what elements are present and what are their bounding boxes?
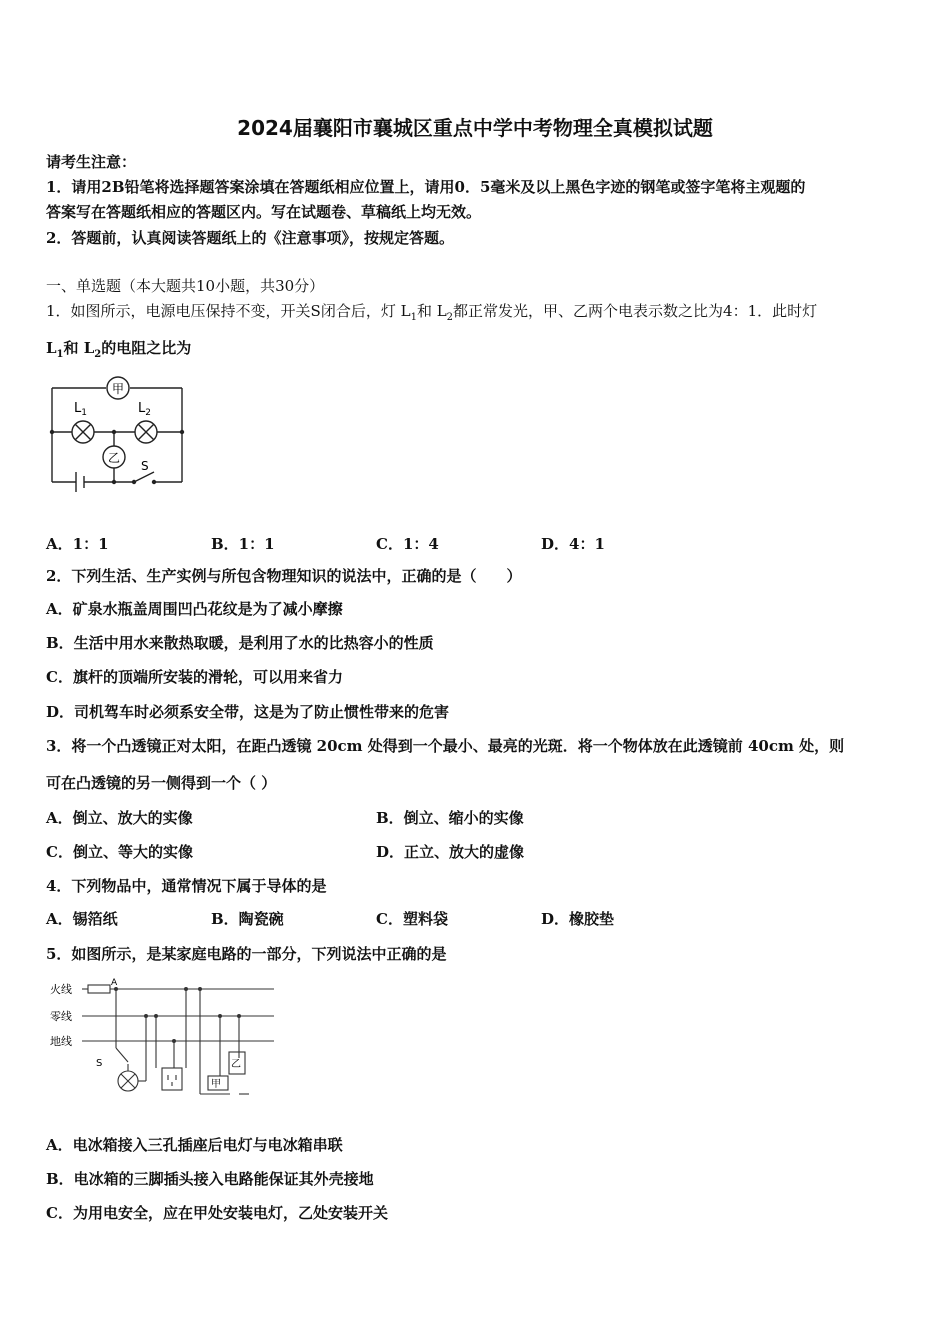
q2-option-c: C．旗杆的顶端所安装的滑轮，可以用来省力 xyxy=(46,668,343,686)
q5-household-circuit-diagram xyxy=(48,976,278,1104)
q5-option-c: C．为用电安全，应在甲处安装电灯，乙处安装开关 xyxy=(46,1204,388,1222)
jia-label: 甲 xyxy=(211,1079,221,1090)
point-a-label: A xyxy=(111,978,118,988)
yi-label: 乙 xyxy=(231,1059,241,1070)
q1-option-c: C．1：4 xyxy=(376,535,439,553)
meter-yi: 乙 xyxy=(107,451,121,465)
q5-stem: 5．如图所示，是某家庭电路的一部分，下列说法中正确的是 xyxy=(46,945,447,963)
q4-option-d: D．橡胶垫 xyxy=(541,910,615,928)
lamp-l1-label: $L_1$ xyxy=(74,401,87,418)
q4-option-c: C．塑料袋 xyxy=(376,910,448,928)
switch-s-label: S xyxy=(96,1058,103,1069)
q3-stem-line-2: 可在凸透镜的另一侧得到一个（ ） xyxy=(46,774,277,792)
q1-stem-line-2: $L_1$和 $L_2$的电阻之比为 xyxy=(46,339,192,360)
q2-stem: 2．下列生活、生产实例与所包含物理知识的说法中，正确的是（ ） xyxy=(46,567,522,585)
q1-circuit-diagram xyxy=(40,368,200,500)
q3-option-a: A．倒立、放大的实像 xyxy=(46,809,193,827)
q3-option-c: C．倒立、等大的实像 xyxy=(46,843,193,861)
q3-stem-line-1: 3．将一个凸透镜正对太阳，在距凸透镜 20cm 处得到一个最小、最亮的光斑．将一个物体放在此透镜前 40cm 处，则 xyxy=(46,737,845,755)
q3-option-d: D．正立、放大的虚像 xyxy=(376,843,525,861)
q2-option-b: B．生活中用水来散热取暖，是利用了水的比热容小的性质 xyxy=(46,634,434,652)
meter-jia: 甲 xyxy=(111,382,125,396)
q5-option-b: B．电冰箱的三脚插头接入电路能保证其外壳接地 xyxy=(46,1170,374,1188)
notice-heading: 请考生注意： xyxy=(46,153,137,171)
q5-option-a: A．电冰箱接入三孔插座后电灯与电冰箱串联 xyxy=(46,1136,343,1154)
q1-option-b: B．1：1 xyxy=(211,535,275,553)
neutral-wire-label: 零线 xyxy=(50,1010,72,1023)
switch-label: S xyxy=(141,459,149,473)
notice-line-1: 1．请用2B铅笔将选择题答案涂填在答题纸相应位置上，请用0．5毫米及以上黑色字迹的钢笔或签字笔将主观题的 xyxy=(46,178,806,196)
fire-wire-label: 火线 xyxy=(50,983,72,996)
page-title: 2024届襄阳市襄城区重点中学中考物理全真模拟试题 xyxy=(237,116,713,140)
ground-wire-label: 地线 xyxy=(50,1035,72,1048)
q2-option-d: D．司机驾车时必须系安全带，这是为了防止惯性带来的危害 xyxy=(46,703,450,721)
lamp-l2-label: $L_2$ xyxy=(138,401,151,418)
q2-option-a: A．矿泉水瓶盖周围凹凸花纹是为了减小摩擦 xyxy=(46,600,343,618)
q4-option-b: B．陶瓷碗 xyxy=(211,910,284,928)
q1-option-d: D．4：1 xyxy=(541,535,605,553)
q4-stem: 4．下列物品中，通常情况下属于导体的是 xyxy=(46,877,327,895)
q1-option-a: A．1：1 xyxy=(46,535,109,553)
q4-option-a: A．锡箔纸 xyxy=(46,910,118,928)
q1-stem-line-1: 1．如图所示，电源电压保持不变，开关S闭合后，灯 $L_1$和 $L_2$都正常发光，甲、乙两个电表示数之比为4：1．此时灯 xyxy=(46,302,818,323)
notice-line-3: 2．答题前，认真阅读答题纸上的《注意事项》，按规定答题。 xyxy=(46,229,454,247)
notice-line-2: 答案写在答题纸相应的答题区内。写在试题卷、草稿纸上均无效。 xyxy=(46,203,482,221)
section-heading: 一、单选题（本大题共10小题，共30分） xyxy=(46,277,325,295)
q3-option-b: B．倒立、缩小的实像 xyxy=(376,809,524,827)
